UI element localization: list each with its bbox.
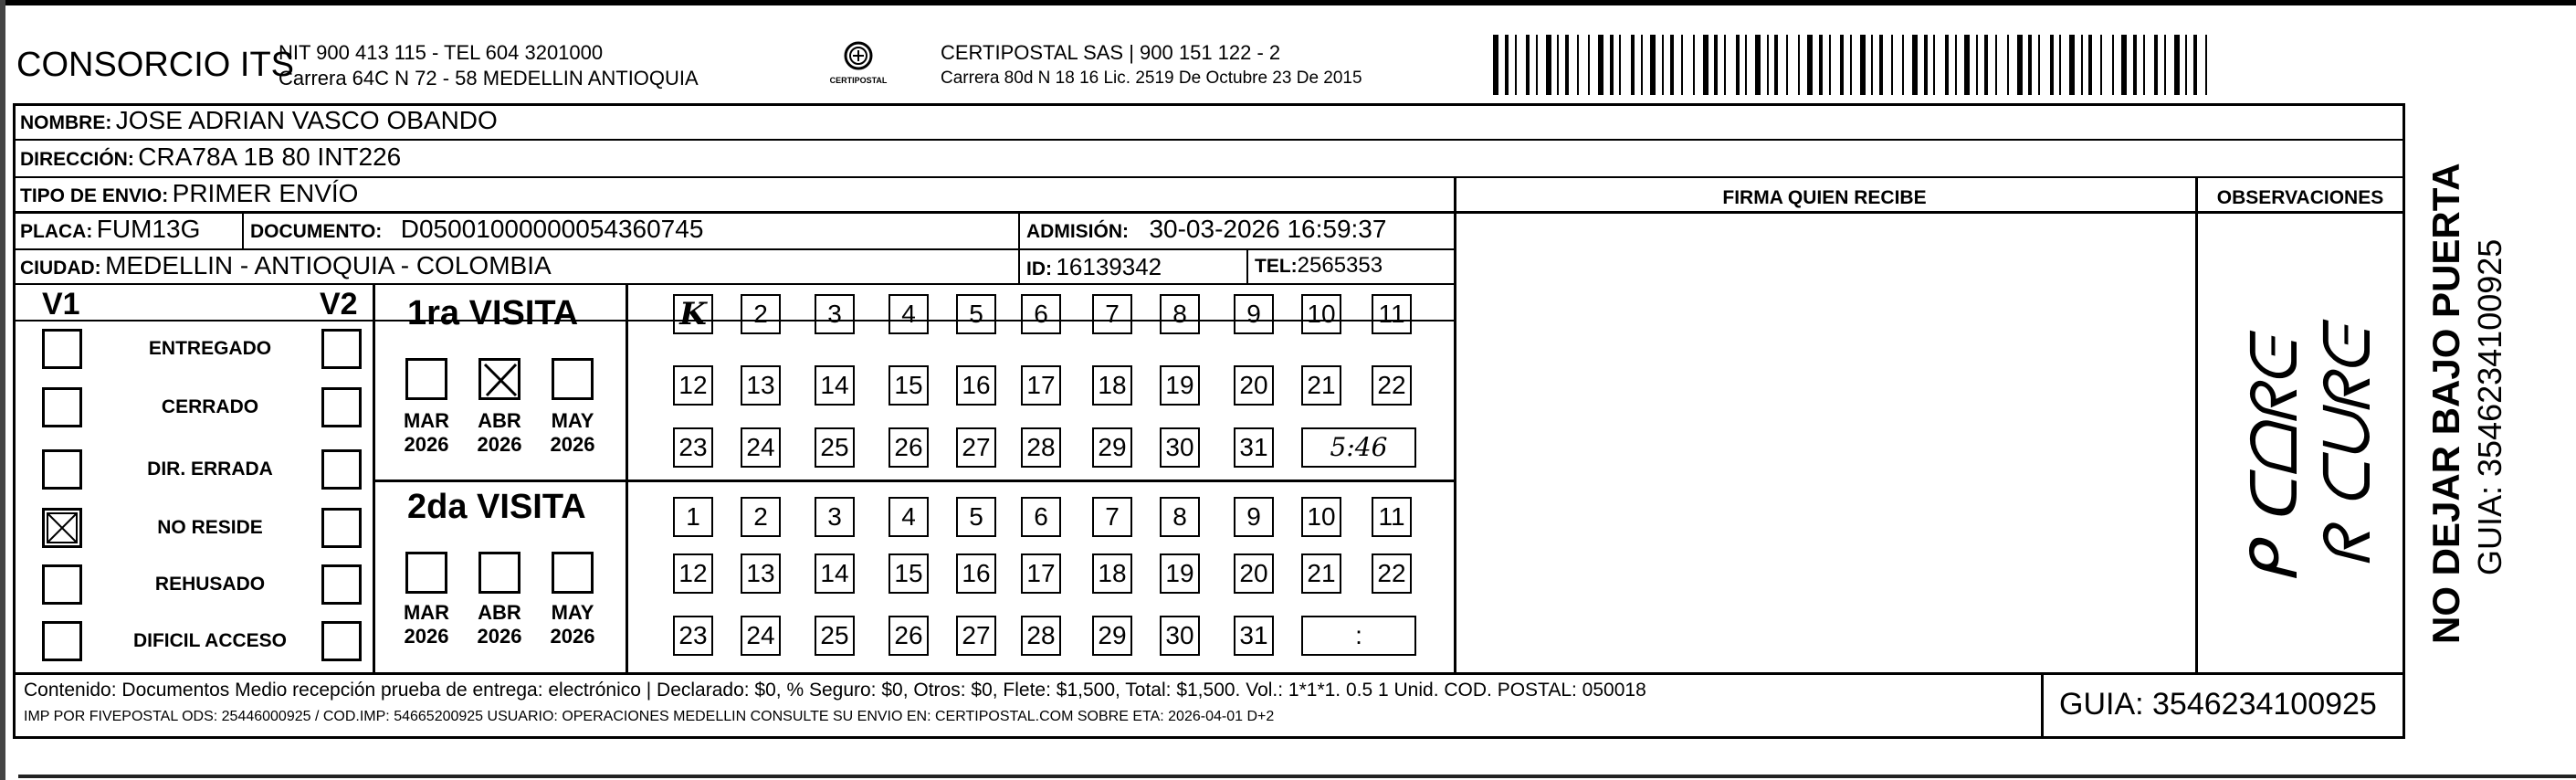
day-box[interactable]: 6 [1021, 294, 1061, 334]
nit-line: NIT 900 413 115 - TEL 604 3201000 [279, 41, 604, 64]
side-warning: NO DEJAR BAJO PUERTA [2424, 163, 2467, 644]
nombre-label: NOMBRE: [20, 112, 112, 133]
day-box[interactable]: 29 [1092, 427, 1132, 468]
v2-checkbox[interactable] [321, 564, 362, 605]
barcode [1493, 35, 2224, 95]
status-label: NO RESIDE [157, 517, 263, 538]
day-box[interactable]: 7 [1092, 497, 1132, 537]
barcode-bar [2205, 35, 2207, 95]
year-label: 2026 [477, 433, 522, 456]
year-label: 2026 [550, 625, 595, 648]
v2-checkbox[interactable] [321, 449, 362, 490]
barcode-bar [1786, 35, 1788, 95]
day-box[interactable]: 8 [1160, 497, 1200, 537]
month-checkbox[interactable] [478, 358, 520, 400]
left-edge [0, 0, 5, 780]
day-box[interactable]: 30 [1160, 427, 1200, 468]
month-checkbox[interactable] [405, 552, 447, 594]
barcode-bar [1724, 35, 1726, 95]
day-box[interactable]: 1 [673, 497, 713, 537]
placa-label: PLACA: [20, 221, 93, 242]
v2-checkbox[interactable] [321, 387, 362, 427]
barcode-bar [2059, 35, 2061, 95]
documento-value: D05001000000054360745 [400, 215, 704, 243]
day-box[interactable]: 27 [956, 427, 996, 468]
month-label: MAR [403, 601, 450, 624]
company-name: CONSORCIO ITS [16, 46, 295, 84]
barcode-bar [2143, 35, 2145, 95]
id-value: 16139342 [1056, 253, 1162, 280]
day-box[interactable]: 18 [1092, 365, 1132, 406]
tel-cell [1255, 253, 1383, 279]
barcode-bar [1515, 35, 1517, 95]
day-box[interactable]: 25 [815, 616, 855, 656]
barcode-bar [1976, 35, 1978, 95]
barcode-bar [1588, 35, 1590, 95]
month-label: MAY [551, 601, 594, 624]
year-label: 2026 [404, 433, 449, 456]
day-box[interactable]: 26 [888, 427, 929, 468]
admision-label: ADMISIÓN: [1026, 221, 1129, 242]
barcode-bar [1546, 35, 1551, 95]
day-box[interactable]: 2 [741, 497, 781, 537]
day-box[interactable]: 12 [673, 365, 713, 406]
day-box[interactable]: 23 [673, 427, 713, 468]
barcode-bar [2121, 35, 2127, 95]
first-visit-title: 1ra VISITA [407, 294, 579, 332]
barcode-bar [1871, 35, 1873, 95]
year-label: 2026 [404, 625, 449, 648]
day-box[interactable]: 14 [815, 365, 855, 406]
barcode-bar [2133, 35, 2137, 95]
nombre-row [20, 106, 498, 135]
status-label: CERRADO [161, 396, 259, 417]
day-box[interactable]: 21 [1301, 553, 1341, 594]
month-caption [539, 601, 606, 648]
barcode-bar [2100, 35, 2102, 95]
year-label: 2026 [477, 625, 522, 648]
day-box[interactable]: 11 [1372, 497, 1412, 537]
certipostal-info [941, 40, 1362, 91]
tipo-label: TIPO DE ENVIO: [20, 185, 169, 206]
day-box[interactable]: 5 [956, 294, 996, 334]
barcode-bar [1879, 35, 1883, 95]
barcode-bar [1619, 35, 1621, 95]
tel-value: 2565353 [1297, 253, 1383, 278]
admision-cell [1026, 215, 1386, 244]
day-box[interactable]: 2 [741, 294, 781, 334]
day-box[interactable]: 3 [815, 497, 855, 537]
id-label: ID: [1026, 258, 1052, 279]
barcode-bar [2038, 35, 2040, 95]
v2-checkbox[interactable] [321, 508, 362, 548]
month-caption [466, 409, 533, 457]
placa-cell [20, 215, 200, 244]
certipostal-logo [817, 40, 899, 85]
logo-text: CERTIPOSTAL [829, 76, 888, 85]
day-box[interactable]: 7 [1092, 294, 1132, 334]
barcode-bar [1995, 35, 1997, 95]
barcode-bar [1610, 35, 1614, 95]
day-box[interactable]: 15 [888, 553, 929, 594]
month-checkbox[interactable] [552, 358, 594, 400]
documento-label: DOCUMENTO: [250, 221, 383, 242]
day-box[interactable]: 17 [1021, 553, 1061, 594]
tipo-value: PRIMER ENVÍO [172, 179, 359, 207]
barcode-bar [1681, 35, 1683, 95]
certi-address: Carrera 80d N 18 16 Lic. 2519 De Octubre 23 De 2015 [941, 69, 1362, 88]
barcode-bar [1840, 35, 1844, 95]
month-caption [393, 601, 460, 648]
footer-content-line: Contenido: Documentos Medio recepción prueba de entrega: electrónico | Declarado: $0, % Seguro: $0, Otros: $0, Flete: $1,500, Total: $1,500. Vol.: 1*1*1. 0.5 1 Unid. COD. POSTAL: 050018 [24, 680, 1646, 701]
day-box[interactable]: 4 [888, 497, 929, 537]
check-x-icon [481, 361, 518, 397]
v1-checkbox[interactable] [42, 449, 82, 490]
day-box[interactable]: 16 [956, 553, 996, 594]
month-label: MAR [403, 409, 450, 432]
day-box[interactable]: 21 [1301, 365, 1341, 406]
day-box[interactable]: 3 [815, 294, 855, 334]
barcode-bar [2112, 35, 2114, 95]
day-box[interactable]: 6 [1021, 497, 1061, 537]
barcode-bar [1662, 35, 1664, 95]
placa-value: FUM13G [96, 215, 201, 243]
day-box[interactable]: 20 [1234, 553, 1274, 594]
time-box[interactable]: : [1301, 616, 1416, 656]
day-box[interactable] [673, 294, 713, 334]
barcode-bar [1670, 35, 1674, 95]
barcode-bar [1902, 35, 1904, 95]
day-box[interactable]: 11 [1372, 294, 1412, 334]
observation-handwriting-2: ᖇ ᑕᑌᖇᕮ [2310, 327, 2385, 566]
status-label: REHUSADO [154, 574, 266, 595]
observation-handwriting-1: ᑭ ᑕᗝᖇᕮ [2237, 339, 2312, 585]
day-box[interactable]: 26 [888, 616, 929, 656]
barcode-bar [1767, 35, 1769, 95]
barcode-bar [1536, 35, 1538, 95]
barcode-bar [1598, 35, 1603, 95]
barcode-bar [1955, 35, 1957, 95]
day-box[interactable]: 29 [1092, 616, 1132, 656]
day-box[interactable]: 31 [1234, 616, 1274, 656]
barcode-bar [1860, 35, 1866, 95]
barcode-bar [1798, 35, 1800, 95]
barcode-bar [2050, 35, 2054, 95]
barcode-bar [2017, 35, 2023, 95]
day-box[interactable]: 28 [1021, 427, 1061, 468]
barcode-bar [1964, 35, 1970, 95]
barcode-bar [2174, 35, 2180, 95]
v1-checkbox[interactable] [42, 508, 82, 548]
day-box[interactable]: 24 [741, 616, 781, 656]
barcode-bar [1736, 35, 1740, 95]
day-box[interactable]: 24 [741, 427, 781, 468]
day-box[interactable]: 4 [888, 294, 929, 334]
barcode-bar [1774, 35, 1778, 95]
day-box[interactable]: 17 [1021, 365, 1061, 406]
day-box[interactable]: 30 [1160, 616, 1200, 656]
month-checkbox[interactable] [405, 358, 447, 400]
check-x-icon [45, 511, 79, 545]
v2-checkbox[interactable] [321, 329, 362, 369]
v2-checkbox[interactable] [321, 621, 362, 661]
barcode-bar [1493, 35, 1498, 95]
barcode-bar [1924, 35, 1928, 95]
barcode-bar [1565, 35, 1569, 95]
time-box[interactable]: 5:46 [1301, 427, 1416, 468]
barcode-bar [1829, 35, 1831, 95]
barcode-bar [1912, 35, 1918, 95]
barcode-bar [1557, 35, 1559, 95]
day-box[interactable]: 23 [673, 616, 713, 656]
observaciones-header: OBSERVACIONES [2216, 187, 2384, 208]
tel-label: TEL: [1255, 256, 1298, 277]
day-box[interactable]: 28 [1021, 616, 1061, 656]
direccion-row [20, 142, 401, 172]
documento-cell [250, 215, 703, 244]
barcode-bar [1891, 35, 1893, 95]
barcode-bar [2164, 35, 2166, 95]
day-box[interactable]: 10 [1301, 497, 1341, 537]
day-box[interactable]: 27 [956, 616, 996, 656]
status-label: DIFICIL ACCESO [132, 630, 287, 651]
logo-icon [838, 40, 878, 71]
firma-header: FIRMA QUIEN RECIBE [1722, 187, 1927, 208]
day-box[interactable]: 13 [741, 365, 781, 406]
day-box[interactable]: 19 [1160, 553, 1200, 594]
ciudad-value: MEDELLIN - ANTIOQUIA - COLOMBIA [105, 251, 552, 279]
barcode-bar [1714, 35, 1718, 95]
month-checkbox[interactable] [478, 552, 520, 594]
day-box[interactable]: 31 [1234, 427, 1274, 468]
tipo-row [20, 179, 358, 208]
direccion-label: DIRECCIÓN: [20, 149, 134, 170]
certi-name: CERTIPOSTAL SAS | 900 151 122 - 2 [941, 41, 1281, 64]
barcode-bar [1807, 35, 1813, 95]
top-edge [0, 0, 2576, 5]
barcode-bar [1755, 35, 1761, 95]
barcode-bar [1933, 35, 1935, 95]
id-cell [1026, 253, 1162, 281]
day-box[interactable]: 22 [1372, 553, 1412, 594]
day-box[interactable]: 10 [1301, 294, 1341, 334]
barcode-bar [1850, 35, 1852, 95]
day-box[interactable]: 19 [1160, 365, 1200, 406]
direccion-value: CRA78A 1B 80 INT226 [138, 142, 402, 171]
barcode-bar [2028, 35, 2032, 95]
day-box[interactable]: 12 [673, 553, 713, 594]
ciudad-label: CIUDAD: [20, 258, 101, 279]
month-label: ABR [478, 409, 521, 432]
status-label: ENTREGADO [148, 338, 272, 359]
day-box[interactable]: 25 [815, 427, 855, 468]
barcode-bar [1577, 35, 1579, 95]
barcode-bar [1631, 35, 1635, 95]
barcode-bar [2081, 35, 2083, 95]
v2-header: V2 [320, 287, 358, 321]
day-box[interactable]: 20 [1234, 365, 1274, 406]
day-box[interactable]: 16 [956, 365, 996, 406]
day-box[interactable]: 5 [956, 497, 996, 537]
status-label: DIR. ERRADA [147, 459, 273, 480]
barcode-bar [1641, 35, 1643, 95]
v1-header: V1 [42, 287, 80, 321]
admision-value: 30-03-2026 16:59:37 [1149, 215, 1387, 243]
barcode-bar [2007, 35, 2009, 95]
barcode-bar [2088, 35, 2092, 95]
barcode-bar [2185, 35, 2187, 95]
barcode-bar [1945, 35, 1949, 95]
v1-checkbox[interactable] [42, 387, 82, 427]
month-caption [539, 409, 606, 457]
barcode-bar [2193, 35, 2197, 95]
side-guia: GUIA: 3546234100925 [2471, 238, 2508, 575]
day-box[interactable]: 22 [1372, 365, 1412, 406]
barcode-bar [1745, 35, 1747, 95]
day-box[interactable]: 8 [1160, 294, 1200, 334]
day-box[interactable]: 13 [741, 553, 781, 594]
barcode-bar [1703, 35, 1709, 95]
month-caption [393, 409, 460, 457]
barcode-bar [1650, 35, 1656, 95]
barcode-bar [2069, 35, 2075, 95]
address-line: Carrera 64C N 72 - 58 MEDELLIN ANTIOQUIA [279, 67, 699, 90]
company-nit [279, 40, 699, 91]
ciudad-cell [20, 251, 552, 280]
footer-guia: GUIA: 3546234100925 [2059, 687, 2377, 722]
day-box[interactable]: 9 [1234, 294, 1274, 334]
v1-checkbox[interactable] [42, 621, 82, 661]
month-checkbox[interactable] [552, 552, 594, 594]
barcode-bar [2154, 35, 2158, 95]
day-box[interactable]: 14 [815, 553, 855, 594]
day-box[interactable]: 15 [888, 365, 929, 406]
footer-imp-line: IMP POR FIVEPOSTAL ODS: 25446000925 / COD.IMP: 54665200925 USUARIO: OPERACIONES MEDELLIN CONSULTE SU ENVIO EN: CERTIPOSTAL.COM SOBRE ETA: 2026-04-01 D+2 [24, 709, 1275, 724]
day-box[interactable]: 9 [1234, 497, 1274, 537]
marked-day: K [679, 296, 707, 332]
barcode-bar [1984, 35, 1988, 95]
v1-checkbox[interactable] [42, 329, 82, 369]
month-label: MAY [551, 409, 594, 432]
day-box[interactable]: 18 [1092, 553, 1132, 594]
barcode-bar [1505, 35, 1509, 95]
second-visit-title: 2da VISITA [407, 488, 586, 526]
v1-checkbox[interactable] [42, 564, 82, 605]
bottom-edge [18, 775, 2576, 778]
barcode-bar [1819, 35, 1823, 95]
nombre-value: JOSE ADRIAN VASCO OBANDO [115, 106, 498, 134]
barcode-bar [1693, 35, 1695, 95]
year-label: 2026 [550, 433, 595, 456]
month-label: ABR [478, 601, 521, 624]
month-caption [466, 601, 533, 648]
barcode-bar [1526, 35, 1530, 95]
